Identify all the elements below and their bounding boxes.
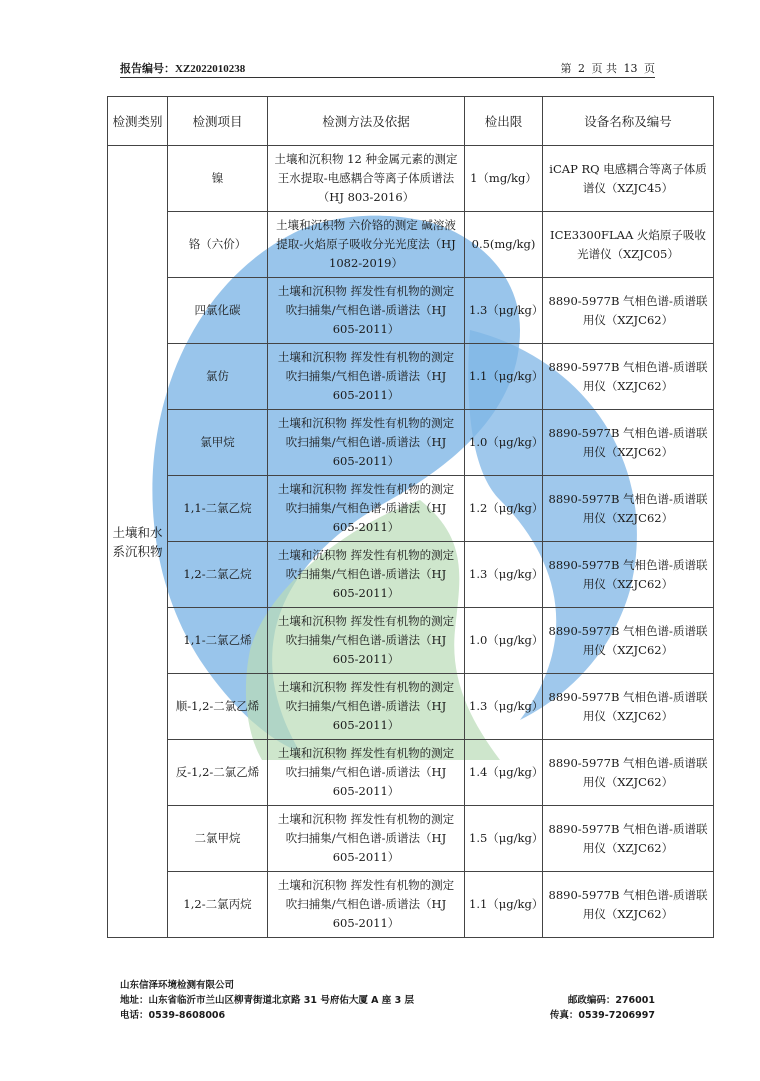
cell-equipment: 8890-5977B 气相色谱-质谱联用仪（XZJC62） — [543, 344, 714, 410]
report-number-label: 报告编号： — [120, 63, 175, 75]
cell-limit: 1（mg/kg） — [465, 146, 543, 212]
table-row — [108, 806, 714, 872]
page-current: 2 — [578, 62, 585, 75]
page-suffix: 页 — [644, 62, 655, 75]
cell-limit: 0.5(mg/kg) — [465, 212, 543, 278]
cell-equipment: 8890-5977B 气相色谱-质谱联用仪（XZJC62） — [543, 806, 714, 872]
cell-limit: 1.2（μg/kg） — [465, 476, 543, 542]
page-info — [558, 60, 656, 76]
cell-item: 氯仿 — [168, 344, 268, 410]
table-row — [108, 476, 714, 542]
cell-item: 1,2-二氯乙烷 — [168, 542, 268, 608]
cell-method: 土壤和沉积物 挥发性有机物的测定 吹扫捕集/气相色谱-质谱法（HJ 605-2011） — [268, 608, 465, 674]
cell-category: 土壤和水系沉积物 — [108, 146, 168, 938]
cell-item: 氯甲烷 — [168, 410, 268, 476]
page-total: 13 — [623, 62, 638, 75]
cell-equipment: ICE3300FLAA 火焰原子吸收光谱仪（XZJC05） — [543, 212, 714, 278]
header-method: 检测方法及依据 — [268, 97, 465, 146]
page-mid: 页 共 — [591, 62, 617, 75]
cell-limit: 1.3（μg/kg） — [465, 542, 543, 608]
cell-limit: 1.1（μg/kg） — [465, 344, 543, 410]
cell-method: 土壤和沉积物 挥发性有机物的测定 吹扫捕集/气相色谱-质谱法（HJ 605-2011） — [268, 740, 465, 806]
cell-item: 1,1-二氯乙烷 — [168, 476, 268, 542]
header-limit: 检出限 — [465, 97, 543, 146]
cell-item: 二氯甲烷 — [168, 806, 268, 872]
cell-method: 土壤和沉积物 挥发性有机物的测定 吹扫捕集/气相色谱-质谱法（HJ 605-2011） — [268, 872, 465, 938]
table-row — [108, 146, 714, 212]
cell-limit: 1.3（μg/kg） — [465, 278, 543, 344]
cell-item: 反-1,2-二氯乙烯 — [168, 740, 268, 806]
footer-fax: 传真：0539-7206997 — [549, 1010, 655, 1021]
footer-phone: 电话：0539-8608006 — [120, 1010, 226, 1021]
cell-method: 土壤和沉积物 12 种金属元素的测定 王水提取-电感耦合等离子体质谱法（HJ 803-2016） — [268, 146, 465, 212]
cell-method: 土壤和沉积物 挥发性有机物的测定 吹扫捕集/气相色谱-质谱法（HJ 605-2011） — [268, 476, 465, 542]
cell-method: 土壤和沉积物 挥发性有机物的测定 吹扫捕集/气相色谱-质谱法（HJ 605-2011） — [268, 542, 465, 608]
cell-method: 土壤和沉积物 挥发性有机物的测定 吹扫捕集/气相色谱-质谱法（HJ 605-2011） — [268, 344, 465, 410]
cell-limit: 1.1（μg/kg） — [465, 872, 543, 938]
header-equipment: 设备名称及编号 — [543, 97, 714, 146]
footer-company: 山东信泽环境检测有限公司 — [120, 980, 235, 991]
cell-method: 土壤和沉积物 挥发性有机物的测定 吹扫捕集/气相色谱-质谱法（HJ 605-2011） — [268, 806, 465, 872]
cell-limit: 1.0（μg/kg） — [465, 608, 543, 674]
cell-method: 土壤和沉积物 挥发性有机物的测定 吹扫捕集/气相色谱-质谱法（HJ 605-2011） — [268, 410, 465, 476]
cell-equipment: 8890-5977B 气相色谱-质谱联用仪（XZJC62） — [543, 542, 714, 608]
footer-address: 地址：山东省临沂市兰山区柳青街道北京路 31 号府佑大厦 A 座 3 层 — [120, 995, 415, 1006]
table-row — [108, 542, 714, 608]
cell-equipment: 8890-5977B 气相色谱-质谱联用仪（XZJC62） — [543, 872, 714, 938]
cell-item: 1,2-二氯丙烷 — [168, 872, 268, 938]
report-number-value: XZ2022010238 — [175, 63, 246, 75]
cell-equipment: 8890-5977B 气相色谱-质谱联用仪（XZJC62） — [543, 476, 714, 542]
cell-item: 四氯化碳 — [168, 278, 268, 344]
report-number — [120, 60, 245, 76]
table-row — [108, 344, 714, 410]
table-row — [108, 872, 714, 938]
detection-table — [107, 96, 714, 938]
header-divider — [120, 77, 655, 78]
table-row — [108, 740, 714, 806]
cell-item: 镍 — [168, 146, 268, 212]
cell-equipment: 8890-5977B 气相色谱-质谱联用仪（XZJC62） — [543, 608, 714, 674]
cell-equipment: 8890-5977B 气相色谱-质谱联用仪（XZJC62） — [543, 278, 714, 344]
page-prefix: 第 — [560, 62, 572, 75]
cell-equipment: iCAP RQ 电感耦合等离子体质谱仪（XZJC45） — [543, 146, 714, 212]
table-row — [108, 674, 714, 740]
cell-limit: 1.0（μg/kg） — [465, 410, 543, 476]
cell-equipment: 8890-5977B 气相色谱-质谱联用仪（XZJC62） — [543, 410, 714, 476]
cell-equipment: 8890-5977B 气相色谱-质谱联用仪（XZJC62） — [543, 740, 714, 806]
cell-item: 顺-1,2-二氯乙烯 — [168, 674, 268, 740]
cell-limit: 1.4（μg/kg） — [465, 740, 543, 806]
footer-postcode: 邮政编码：276001 — [567, 995, 655, 1006]
header-item: 检测项目 — [168, 97, 268, 146]
cell-limit: 1.3（μg/kg） — [465, 674, 543, 740]
header-category: 检测类别 — [108, 97, 168, 146]
table-row — [108, 410, 714, 476]
cell-equipment: 8890-5977B 气相色谱-质谱联用仪（XZJC62） — [543, 674, 714, 740]
table-row — [108, 608, 714, 674]
table-row — [108, 212, 714, 278]
cell-limit: 1.5（μg/kg） — [465, 806, 543, 872]
page-footer — [120, 978, 655, 1023]
report-header — [120, 60, 655, 76]
cell-item: 1,1-二氯乙烯 — [168, 608, 268, 674]
cell-method: 土壤和沉积物 挥发性有机物的测定 吹扫捕集/气相色谱-质谱法（HJ 605-2011） — [268, 674, 465, 740]
table-row — [108, 278, 714, 344]
cell-method: 土壤和沉积物 挥发性有机物的测定 吹扫捕集/气相色谱-质谱法（HJ 605-2011） — [268, 278, 465, 344]
table-header-row — [108, 97, 714, 146]
cell-method: 土壤和沉积物 六价铬的测定 碱溶液提取-火焰原子吸收分光光度法（HJ 1082-2019） — [268, 212, 465, 278]
cell-item: 铬（六价） — [168, 212, 268, 278]
